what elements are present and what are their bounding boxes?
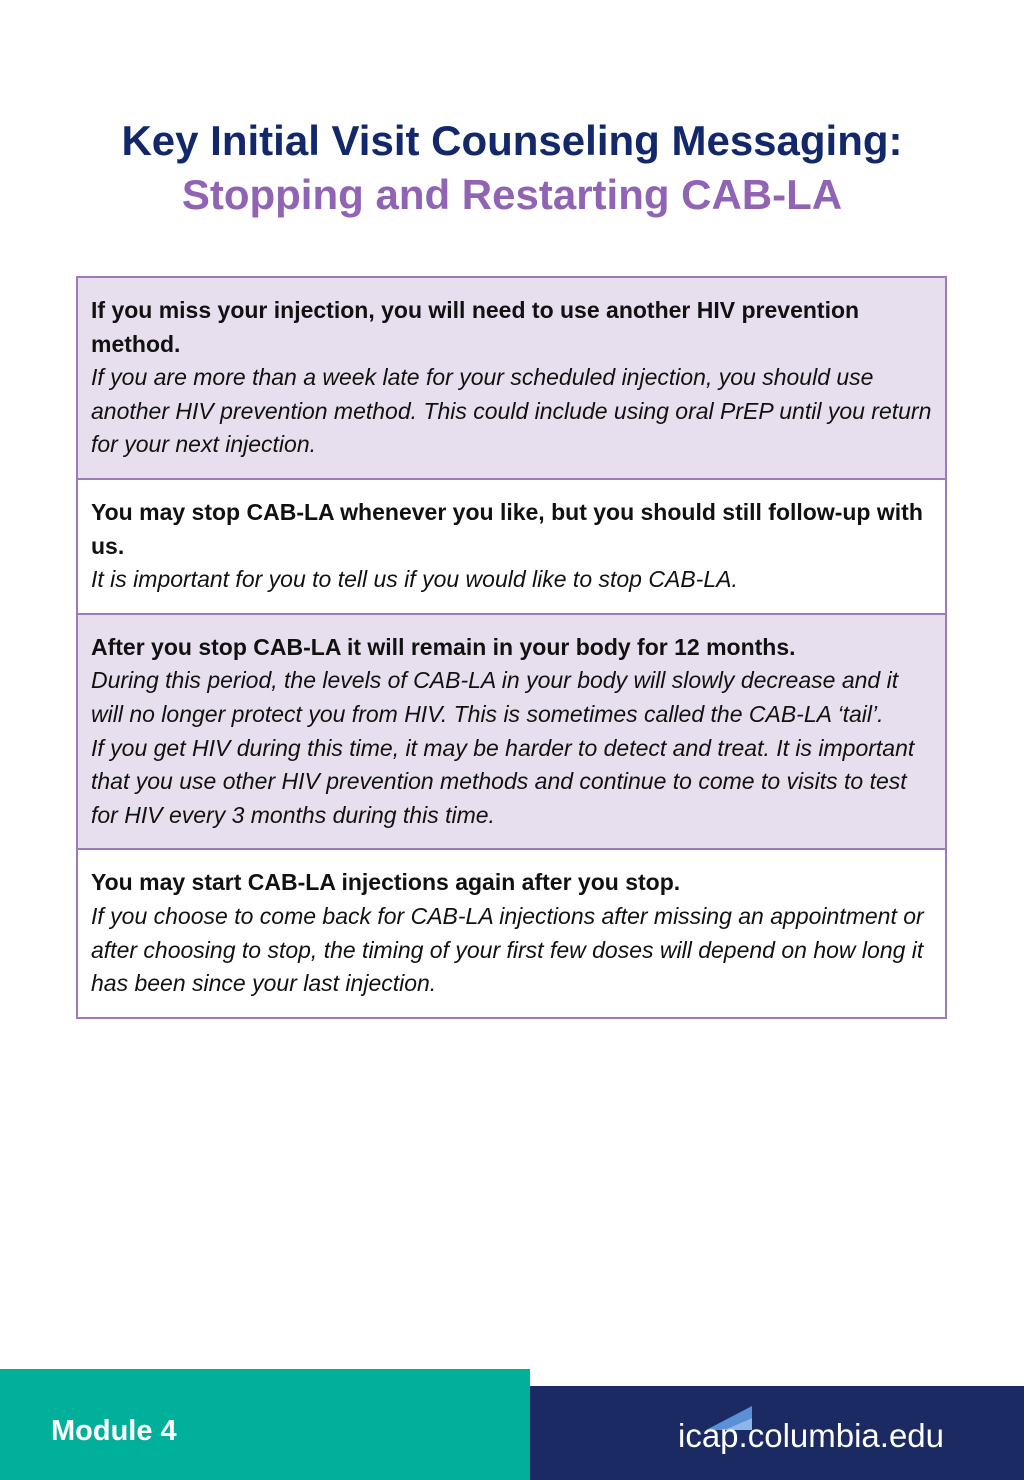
page-title	[0, 114, 1024, 222]
logo-brand: icap	[678, 1417, 739, 1454]
message-lead: If you miss your injection, you will need to use another HIV prevention method.	[91, 297, 860, 357]
logo-domain: .columbia.edu	[738, 1417, 945, 1454]
message-lead: You may start CAB-LA injections again after you stop.	[91, 869, 681, 896]
message-detail: If you choose to come back for CAB-LA injections after missing an appointment or after choosing to stop, the timing of your first few doses will depend on how long it has been since your last injection.	[91, 902, 924, 997]
message-detail: During this period, the levels of CAB-LA in your body will slowly decrease and it will no longer protect you from HIV. This is sometimes called the CAB-LA ‘tail’.	[91, 667, 899, 727]
icap-logo	[678, 1400, 958, 1464]
message-detail: If you are more than a week late for your scheduled injection, you should use another HIV prevention method. This could include using oral PrEP until you return for your next injection.	[91, 364, 932, 458]
message-row-stop-anytime	[78, 478, 945, 613]
title-main: Key Initial Visit Counseling Messaging:	[121, 117, 903, 164]
message-row-restart	[78, 848, 945, 1016]
message-lead: You may stop CAB-LA whenever you like, but you should still follow-up with us.	[91, 498, 923, 559]
message-detail: It is important for you to tell us if you would like to stop CAB-LA.	[91, 566, 738, 593]
logo-wordmark	[678, 1416, 944, 1456]
message-row-missed-injection	[78, 278, 945, 478]
module-label: Module 4	[51, 1415, 177, 1447]
message-lead: After you stop CAB-LA it will remain in your body for 12 months.	[91, 633, 796, 660]
message-detail: If you get HIV during this time, it may be harder to detect and treat. It is important that you use other HIV prevention methods and continue to come to visits to test for HIV every 3 months during this time.	[91, 734, 915, 828]
messaging-table	[76, 276, 947, 1019]
title-subtitle: Stopping and Restarting CAB-LA	[181, 171, 843, 218]
message-row-tail-period	[78, 613, 945, 849]
